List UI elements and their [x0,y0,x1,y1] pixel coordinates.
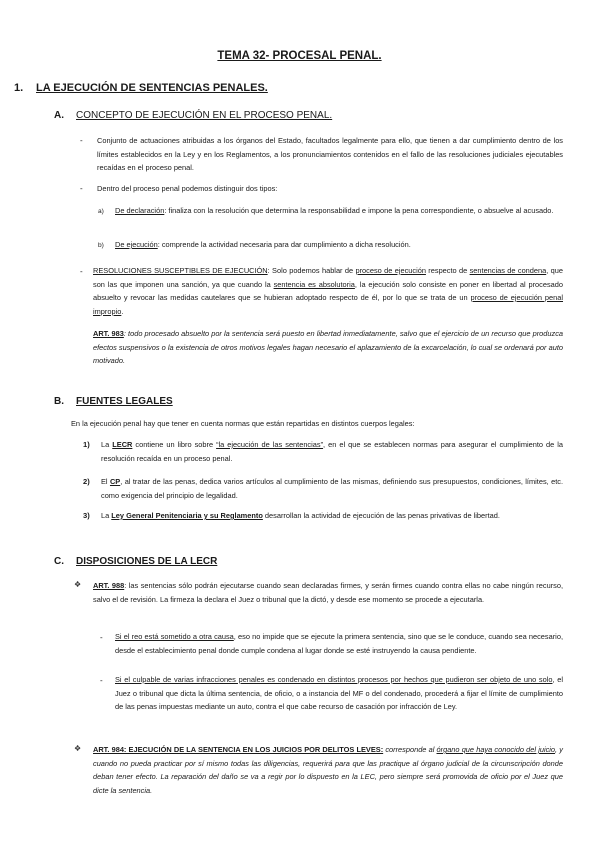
term-reo: Si el reo está sometido a otra causa [115,632,234,641]
bullet-dash: - [80,267,83,276]
term-lecr: LECR [112,440,133,449]
section-letter: A. [54,110,64,121]
term-lgp: Ley General Penitenciaria y su Reglamento [111,511,263,520]
section-letter: C. [54,556,64,567]
diamond-bullet-icon: ❖ [74,744,81,753]
paragraph-concepto: Conjunto de actuaciones atribuidas a los órganos del Estado, facultados legalmente para ello, que tienen a dar cumplimiento dentro de los límites establecidos en la Ley y en los Reglamentos, a los pronunciamientos contenidos en el fallo de las resoluciones judiciales ejecutables recaídas en el proceso penal. [97,136,563,172]
term-resoluciones: RESOLUCIONES SUSCEPTIBLES DE EJECUCIÓN [93,266,268,275]
section-title: DISPOSICIONES DE LA LECR [76,556,218,567]
text-part: , eso no impide que se ejecute la primera sentencia, sino que se le conduce, cuando sea necesario, desde el establecimiento penal donde cumple condena al lugar donde se esté instruyendo la causa pendiente. [115,632,563,655]
page-title: TEMA 32- PROCESAL PENAL. [217,50,382,62]
section-title: CONCEPTO DE EJECUCIÓN EN EL PROCESO PENAL. [76,110,333,121]
text-ejecucion: : comprende la actividad necesaria para dar cumplimiento a dicha resolución. [157,240,411,249]
article-label: ART. 984: EJECUCIÓN DE LA SENTENCIA EN LOS JUICIOS POR DELITOS LEVES: [93,745,384,754]
paragraph-art-983 [93,327,563,368]
term-organo: órgano que haya conocido del juicio [436,745,556,754]
bullet-dash: - [80,184,83,193]
text-part: , y cuando no pueda practicar por sí mismo todas las diligencias, requerirá para que las practique al órgano judicial de la circunscripción donde deban tener efecto. La reparación del daño se va a regir por lo dispuesto en la LEC, pero siempre será promovida de oficio por el Juez que dicte la sentencia. [93,745,563,795]
bullet-dash: - [100,676,103,685]
text-part: , al tratar de las penas, dedica varios artículos al cumplimiento de las mismas, definiendo sus presupuestos, condiciones, límites, etc. como exigencia del principio de legalidad. [101,477,563,500]
term-declaracion: De declaración [115,206,165,215]
diamond-bullet-icon: ❖ [74,580,81,589]
article-text: : todo procesado absuelto por la sentencia será puesto en libertad inmediatamente, salvo que el ejercicio de un recurso que produzca efectos suspensivos o la existencia de otros motivos legales hagan necesario el aplazamiento de la excarcelación, lo cual se ordenará por auto motivado. [93,329,563,365]
quote-ejecucion: “la ejecución de las sentencias” [216,440,324,449]
section-number: 1. [14,82,24,94]
sub-letter-a: a) [98,208,104,215]
text-part: desarrollan la actividad de ejecución de las penas privativas de libertad. [262,511,500,520]
text-part: corresponde al [383,745,437,754]
term-culpable: Si el culpable de varias infracciones penales es condenado en distintos procesos por hechos que pudieron ser objeto de uno solo [115,675,553,684]
list-number: 3) [83,511,90,520]
paragraph-reo-otra-causa [115,630,563,657]
paragraph-fuentes-intro: En la ejecución penal hay que tener en cuenta normas que están repartidas en distintos cuerpos legales: [71,419,415,428]
term-cp: CP [109,477,121,486]
bullet-dash: - [80,136,83,145]
text-declaracion: : finaliza con la resolución que determina la responsabilidad e impone la pena correspondiente, o absuelve al acusado. [164,206,554,215]
paragraph-declaracion [115,204,563,218]
text-part: La [101,440,113,449]
term-sentencias-condena: sentencias de condena [469,266,547,275]
paragraph-tipos: Dentro del proceso penal podemos distinguir dos tipos: [97,184,278,193]
text-part: , el Juez o tribunal que dicta la última sentencia, de oficio, o a instancia del MF o del condenado, procederá a fijar el límite de cumplimiento de las penas impuestas mediante un auto, contra el que cabe recurso de casación por infracción de Ley. [115,675,564,711]
section-a-heading [54,110,332,121]
text-part: , que son las que imponen una sanción, ya que cuando la [93,266,563,289]
section-c-heading [54,556,217,567]
text-part: respecto de [425,266,470,275]
list-item-lecr [101,438,563,465]
paragraph-varias-infracciones [115,673,563,714]
paragraph-ejecucion [115,238,563,252]
term-sentencia-absolutoria: sentencia es absolutoria [273,279,355,289]
text-part: : Solo podemos hablar de [267,266,356,275]
text-part: , en el que se establecen normas para asegurar el cumplimiento de la resolución recaída en un proceso penal. [101,440,564,463]
section-b-heading [54,396,173,407]
bullet-dash: - [100,633,103,642]
paragraph-art-984 [93,743,563,797]
text-part: La [101,511,112,520]
list-number: 1) [83,440,90,449]
article-label: ART. 988 [93,581,125,590]
article-label: ART. 983 [93,329,124,338]
paragraph-art-988 [93,579,563,606]
section-letter: B. [54,396,64,407]
term-proceso-impropio: proceso de ejecución penal impropio [93,293,563,316]
section-title: LA EJECUCIÓN DE SENTENCIAS PENALES. [36,82,268,94]
section-1-heading [14,82,268,94]
text-part: El [101,477,110,486]
text-part: , la ejecución solo consiste en poner en libertad al procesado absuelto y revocar las medidas cautelares que se hubieran adoptado respecto de él, por lo que se trata de un [93,279,563,302]
term-ejecucion: De ejecución [115,240,158,249]
list-number: 2) [83,477,90,486]
list-item-cp [101,475,563,502]
section-title: FUENTES LEGALES [76,396,173,407]
text-part: . [121,306,124,316]
paragraph-resoluciones [93,264,563,318]
list-item-lgp [101,509,563,523]
term-proceso-ejecucion: proceso de ejecución [355,266,426,275]
article-text: : las sentencias sólo podrán ejecutarse cuando sean declaradas firmes, y serán firmes cuando contra ellas no cabe ningún recurso, salvo el de revisión. La firmeza la declara el Juez o tribunal que la dictó, y desde ese momento se procede a ejecutarla. [93,581,564,604]
text-part: contiene un libro sobre [132,440,217,449]
sub-letter-b: b) [98,242,104,249]
